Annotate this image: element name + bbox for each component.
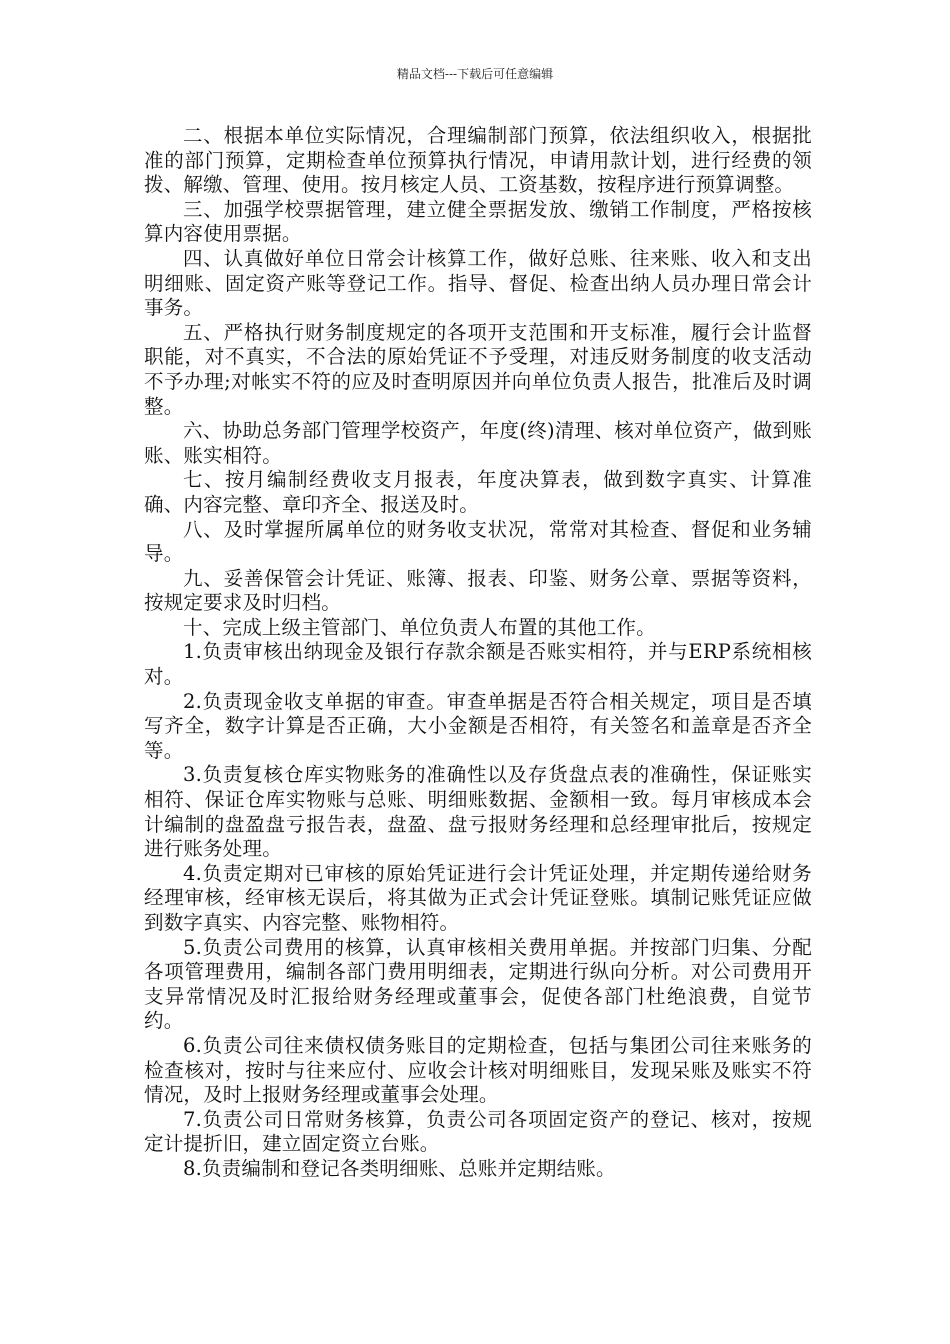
page-header: 精品文档---下载后可任意编辑	[396, 67, 554, 81]
list-item-2: 2.负责现金收支单据的审查。审查单据是否符合相关规定，项目是否填写齐全，数字计算是否正确，大小金额是否相符，有关签名和盖章是否齐全等。	[144, 689, 812, 762]
list-item-7: 7.负责公司日常财务核算，负责公司各项固定资产的登记、核对，按规定计提折旧，建立固定资立台账。	[144, 1107, 812, 1156]
paragraph-8: 八、及时掌握所属单位的财务收支状况，常常对其检查、督促和业务辅导。	[144, 517, 812, 566]
paragraph-7: 七、按月编制经费收支月报表，年度决算表，做到数字真实、计算准确、内容完整、章印齐全、报送及时。	[144, 468, 812, 516]
list-item-6: 6.负责公司往来债权债务账目的定期检查，包括与集团公司往来账务的检查核对，按时与往来应付、应收会计核对明细账目，发现呆账及账实不符情况，及时上报财务经理或董事会处理。	[144, 1033, 812, 1107]
document-body	[144, 124, 812, 1182]
paragraph-4: 四、认真做好单位日常会计核算工作，做好总账、往来账、收入和支出明细账、固定资产账等登记工作。指导、督促、检查出纳人员办理日常会计事务。	[144, 246, 812, 320]
paragraph-9: 九、妥善保管会计凭证、账簿、报表、印鉴、财务公章、票据等资料，按规定要求及时归档。	[144, 566, 812, 615]
paragraph-2: 二、根据本单位实际情况，合理编制部门预算，依法组织收入，根据批准的部门预算，定期检查单位预算执行情况，申请用款计划，进行经费的领拨、解缴、管理、使用。按月核定人员、工资基数，按程序进行预算调整。	[144, 124, 812, 197]
list-item-1: 1.负责审核出纳现金及银行存款余额是否账实相符，并与ERP系统相核对。	[144, 640, 812, 689]
paragraph-3: 三、加强学校票据管理，建立健全票据发放、缴销工作制度，严格按核算内容使用票据。	[144, 197, 812, 246]
paragraph-10: 十、完成上级主管部门、单位负责人布置的其他工作。	[183, 615, 656, 639]
list-item-4: 4.负责定期对已审核的原始凭证进行会计凭证处理，并定期传递给财务经理审核，经审核无误后，将其做为正式会计凭证登账。填制记账凭证应做到数字真实、内容完整、账物相符。	[144, 861, 812, 934]
list-item-5: 5.负责公司费用的核算，认真审核相关费用单据。并按部门归集、分配各项管理费用，编制各部门费用明细表，定期进行纵向分析。对公司费用开支异常情况及时汇报给财务经理或董事会，促使各部门杜绝浪费，自觉节约。	[144, 935, 812, 1033]
list-item-3: 3.负责复核仓库实物账务的准确性以及存货盘点表的准确性，保证账实相符、保证仓库实物账与总账、明细账数据、金额相一致。每月审核成本会计编制的盘盈盘亏报告表，盘盈、盘亏报财务经理和总经理审批后，按规定进行账务处理。	[144, 763, 812, 861]
paragraph-6: 六、协助总务部门管理学校资产，年度(终)清理、核对单位资产，做到账账、账实相符。	[144, 419, 812, 467]
paragraph-5: 五、严格执行财务制度规定的各项开支范围和开支标准，履行会计监督职能，对不真实，不合法的原始凭证不予受理，对违反财务制度的收支活动不予办理;对帐实不符的应及时查明原因并向单位负责人报告，批准后及时调整。	[144, 320, 812, 418]
list-item-8: 8.负责编制和登记各类明细账、总账并定期结账。	[183, 1156, 616, 1180]
